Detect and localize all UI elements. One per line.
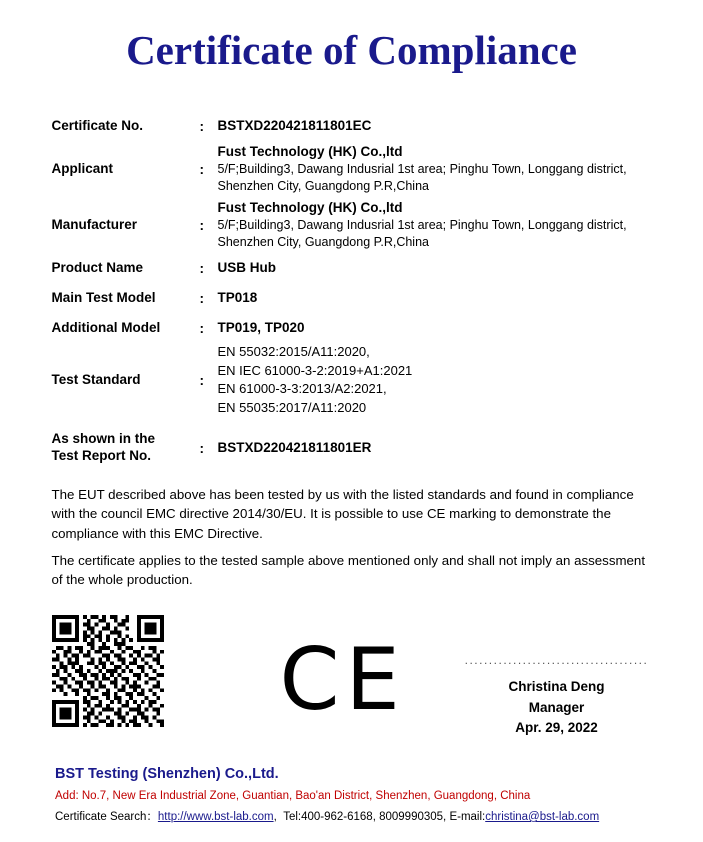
field-row-applicant xyxy=(52,141,652,197)
field-colon: : xyxy=(199,260,204,276)
test-standard-line: EN IEC 61000-3-2:2019+A1:2021 xyxy=(217,362,413,378)
applicant-name: Fust Technology (HK) Co.,ltd xyxy=(217,144,403,160)
test-standard-line: EN 55035:2017/A11:2020 xyxy=(217,399,367,415)
website-link[interactable]: http://www.bst-lab.com xyxy=(157,811,274,823)
signatory-name: Christina Deng xyxy=(508,679,605,695)
field-label: Additional Model xyxy=(51,319,161,335)
field-row-test-standard xyxy=(52,343,652,417)
declaration-paragraphs xyxy=(52,485,652,589)
field-label: Manufacturer xyxy=(51,216,138,232)
field-row-main-test-model xyxy=(52,283,652,313)
field-label: Main Test Model xyxy=(51,289,156,305)
field-value-main-test-model: TP018 xyxy=(217,290,258,306)
field-colon: : xyxy=(199,440,204,456)
footer-tel-email-label: Tel:400-962-6168, 8009990305, E-mail: xyxy=(283,811,486,823)
field-label: Test Standard xyxy=(51,371,141,387)
footer-tel-text: , xyxy=(273,811,284,823)
field-colon: : xyxy=(199,217,204,233)
field-label: Product Name xyxy=(51,259,144,275)
ce-mark-icon: CE xyxy=(279,630,406,731)
test-standard-line: EN 55032:2015/A11:2020, xyxy=(217,344,370,360)
qr-code-icon xyxy=(52,615,164,727)
page-title: Certificate of Compliance xyxy=(126,27,577,73)
field-value-product-name: USB Hub xyxy=(217,260,276,276)
footer-address: Add: No.7, New Era Industrial Zone, Guantian, Bao'an District, Shenzhen, Guangdong, China xyxy=(55,790,531,802)
footer xyxy=(55,766,663,824)
test-report-label-line2: Test Report No. xyxy=(51,448,152,463)
marks-and-signature xyxy=(52,615,652,775)
declaration-paragraph-1: The EUT described above has been tested by us with the listed standards and found in compliance with the council EMC directive 2014/30/EU. It is possible to use CE marking to demonstrate the compliance with this EMC Directive. xyxy=(51,487,634,541)
manufacturer-name: Fust Technology (HK) Co.,ltd xyxy=(217,200,403,216)
field-value-additional-model: TP019, TP020 xyxy=(217,320,305,336)
applicant-address: 5/F;Building3, Dawang Indusrial 1st area; Pinghu Town, Longgang district, Shenzhen City, Guangdong P.R,China xyxy=(217,162,627,194)
field-value-test-standard xyxy=(218,343,652,417)
field-label: Applicant xyxy=(51,160,114,176)
field-value-certificate-no: BSTXD220421811801EC xyxy=(217,118,372,134)
footer-contact-line xyxy=(55,808,663,824)
issue-date: Apr. 29, 2022 xyxy=(515,719,598,735)
signatory-role: Manager xyxy=(528,699,585,715)
field-row-test-report-no xyxy=(52,417,652,479)
field-row-certificate-no xyxy=(52,111,652,141)
test-report-label-line1: As shown in the xyxy=(51,431,156,447)
test-standard-line: EN 61000-3-3:2013/A2:2021, xyxy=(217,381,387,397)
field-row-additional-model xyxy=(52,313,652,343)
field-row-manufacturer xyxy=(52,197,652,253)
field-colon: : xyxy=(199,290,204,306)
field-colon: : xyxy=(199,372,204,388)
footer-email-link[interactable]: christina@bst-lab.com xyxy=(485,811,600,823)
field-label: Certificate No. xyxy=(51,117,144,133)
field-colon: : xyxy=(199,118,204,134)
field-colon: : xyxy=(199,320,204,336)
field-value-manufacturer xyxy=(218,199,652,251)
certificate-fields xyxy=(52,75,652,479)
signature-block xyxy=(462,653,652,738)
declaration-paragraph-2: The certificate applies to the tested sample above mentioned only and shall not imply an assessment of the whole production. xyxy=(51,552,646,588)
manufacturer-address: 5/F;Building3, Dawang Indusrial 1st area; Pinghu Town, Longgang district, Shenzhen City, Guangdong P.R,China xyxy=(217,218,627,250)
field-row-product-name xyxy=(52,253,652,283)
field-value-test-report-no: BSTXD220421811801ER xyxy=(217,439,372,455)
field-colon: : xyxy=(199,161,204,177)
signature-line: ...................................... xyxy=(464,653,649,668)
certificate-search-label: Certificate Search： xyxy=(55,811,158,823)
field-label-test-report xyxy=(52,431,200,465)
field-value-applicant xyxy=(218,143,652,195)
footer-company-name: BST Testing (Shenzhen) Co.,Ltd. xyxy=(55,766,279,782)
